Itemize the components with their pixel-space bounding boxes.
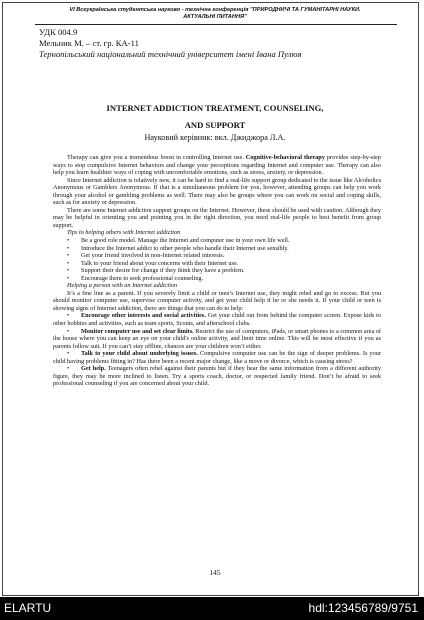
list-item: • Monitor computer use and set clear limits. Restrict the use of computers, iPads, or smart phones to a common area of the house where you can keep an eye on your child's online activity, and limit time online. This will be most effective if you as parents follow suit. If you can’t stay offline, chances are your children won’t either. [53, 327, 381, 350]
list-item: • Get your friend involved in non-Internet related interests. [67, 252, 225, 260]
list-item: • Support their desire for change if they think they have a problem. [67, 267, 245, 275]
list-item: • Get help. Teenagers often rebel against their parents but if they hear the same information from a different authority figure, they may be more inclined to listen. Try a sports coach, doctor, or respected family friend. Don’t be afraid to seek professional counseling if you are concerned about your child. [53, 365, 382, 388]
repository-name: ELARTU [4, 601, 52, 615]
paragraph: It’s a fine line as a parent. If you severely limit a child or teen’s Internet use, they might rebel and go to excess. But you should monitor computer use, supervise computer activity, and get your child help if he or she needs it. If your child or teen is showing signs of Internet addiction, there are things that you can do to help: [53, 289, 381, 312]
header-rule [35, 24, 397, 25]
title-line-1: INTERNET ADDICTION TREATMENT, COUNSELING, [106, 103, 324, 113]
bullet-icon: • [67, 274, 70, 282]
paragraph: Since Internet addiction is relatively new, it can be hard to find a real-life support group dedicated to the issue like Alcoholics Anonymous or Gamblers Anonymous. If that is a simultaneous problem for you, however, attending groups can help you work through your alcohol or gambling problems as well. There may also be groups where you can work on social and coping skills, such as for anxiety or depression. [53, 176, 381, 207]
paragraph: There are some Internet addiction support groups on the Internet. However, these should be used with caution. Although they may be helpful in orienting you and pointing you in the right direction, you need real-life people to best benefit from group support. [53, 206, 381, 229]
paragraph: Therapy can give you a tremendous boost in controlling Internet use. Cognitive-behavioral therapy provides step-by-step ways to stop compulsive Internet behaviors and change your perceptions regarding Internet and computer use. Therapy can also help you learn healthier ways of coping with uncomfortable emotions, such as stress, anxiety, or depression. [53, 154, 381, 177]
bullet-icon: • [67, 350, 70, 358]
conference-header [53, 7, 377, 21]
udk-code: УДК 004.9 [39, 27, 78, 37]
article-body [53, 154, 381, 388]
list-item: • Encourage other interests and social activities. Get your child out from behind the computer screen. Expose kids to other hobbies and activities, such as team sports, Scouts, and afterschool clubs. [53, 312, 381, 328]
list-item: • Introduce the Internet addict to other people who handle their Internet use sensibly. [67, 244, 289, 252]
bullet-icon: • [67, 244, 70, 252]
bullet-icon: • [67, 259, 70, 267]
page-number: 145 [209, 568, 221, 577]
subheading-helping: Helping a person with an Internet addiction [67, 282, 178, 290]
header-line-1: VI Всеукраїнська студентська науково - технічна конференція "ПРИРОДНИЧІ ТА ГУМАНІТАРНІ НАУКИ. [69, 7, 361, 13]
bullet-icon: • [67, 327, 70, 335]
bullet-icon: • [67, 312, 70, 320]
title-line-2: AND SUPPORT [184, 120, 246, 130]
list-item: • Encourage them to seek professional counseling. [67, 274, 204, 282]
bullet-icon: • [67, 365, 70, 373]
list-item: • Be a good role model. Manage the Internet and computer use in your own life well. [67, 237, 290, 245]
paper-page [2, 2, 419, 596]
list-item: • Talk to your child about underlying issues. Compulsive computer use can be the sign of deeper problems. Is your child having problems fitting in? Has there been a recent major change, like a move or divorce, which is causing stress? [53, 350, 382, 365]
affiliation: Тернопільський національний технічний університет імені Івана Пулюя [39, 49, 302, 59]
article-title [35, 100, 395, 134]
subheading-tips: Tips to helping others with Internet addiction [67, 229, 181, 237]
repository-footer [0, 597, 424, 620]
handle-id: hdl:123456789/9751 [308, 601, 418, 615]
author-line: Мельник М. – ст. гр. КА-11 [39, 38, 139, 48]
header-line-2: АКТУАЛЬНІ ПИТАННЯ" [183, 14, 247, 20]
article-meta [39, 27, 379, 60]
list-item: • Talk to your friend about your concerns with their Internet use. [67, 259, 239, 267]
bullet-icon: • [67, 237, 70, 245]
tips-list [53, 237, 381, 282]
help-list [53, 312, 381, 387]
bullet-icon: • [67, 267, 70, 275]
bullet-icon: • [67, 252, 70, 260]
advisor-line: Науковий керівник: вкл. Джиджора Л.А. [144, 133, 286, 142]
